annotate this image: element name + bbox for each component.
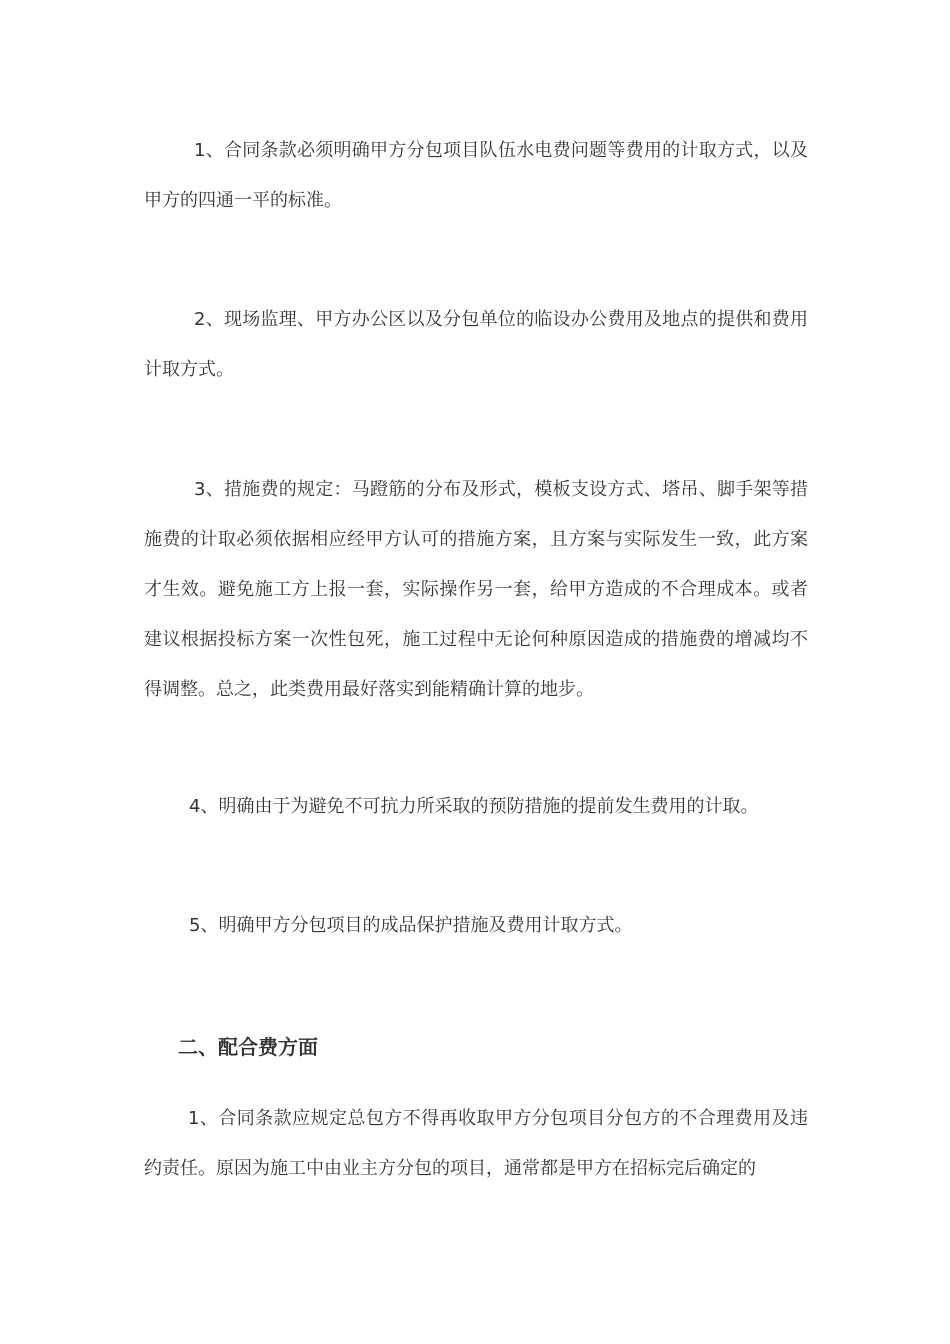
paragraph-product-protection-fees: 5、明确甲方分包项目的成品保护措施及费用计取方式。 [189,915,633,936]
paragraph-contract-terms: 1、合同条款应规定总包方不得再收取甲方分包项目分包方的不合理费用及违约责任。原因为施工中由业主方分包的项目，通常都是甲方在招标完后确定的 [144,1108,808,1179]
paragraph-force-majeure-fees: 4、明确由于为避免不可抗力所采取的预防措施的提前发生费用的计取。 [189,796,759,817]
paragraph-water-electricity-fees: 1、合同条款必须明确甲方分包项目队伍水电费问题等费用的计取方式，以及甲方的四通一平的标准。 [144,140,808,211]
paragraph-measure-fees: 3、措施费的规定：马蹬筋的分布及形式，模板支设方式、塔吊、脚手架等措施费的计取必须依据相应经甲方认可的措施方案，且方案与实际发生一致，此方案才生效。避免施工方上报一套，实际操作另一套，给甲方造成的不合理成本。或者建议根据投标方案一次性包死，施工过程中无论何种原因造成的措施费的增减均不得调整。总之，此类费用最好落实到能精确计算的地步。 [144,479,808,700]
paragraph-office-fees: 2、现场监理、甲方办公区以及分包单位的临设办公费用及地点的提供和费用计取方式。 [144,309,808,380]
section-heading-coordination-fees: 二、配合费方面 [178,1035,318,1059]
